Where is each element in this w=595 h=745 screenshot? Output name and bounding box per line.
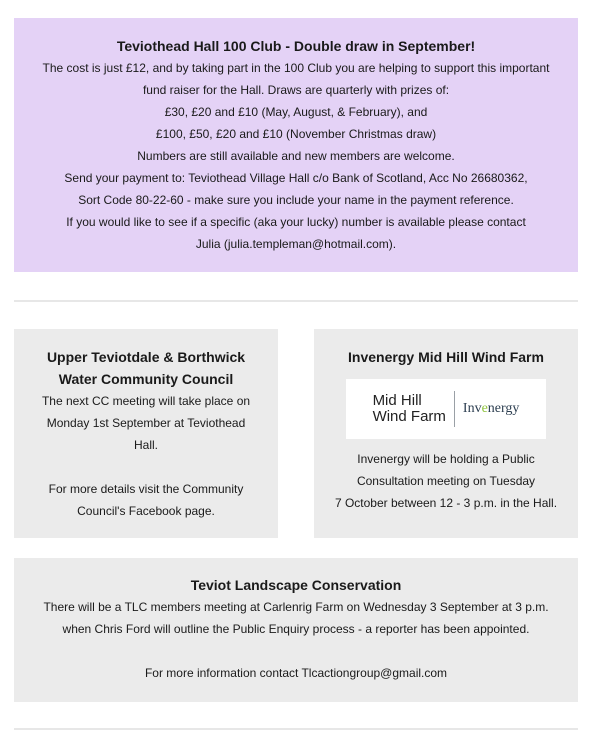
- logo-text: e: [481, 401, 488, 416]
- wind-farm-text-line: Consultation meeting on Tuesday: [356, 474, 536, 488]
- tlc-contact-line: For more information contact Tlcactiongroup@gmail.com: [144, 666, 448, 680]
- wind-farm-title: Invenergy Mid Hill Wind Farm: [348, 349, 544, 365]
- section-divider: [14, 728, 578, 730]
- tlc-text-line: when Chris Ford will outline the Public Enquiry process - a reporter has been appointed.: [62, 622, 530, 636]
- wind-farm-panel: [314, 329, 578, 538]
- club-text-line: Send your payment to: Teviothead Village Hall c/o Bank of Scotland, Acc No 26680362,: [64, 171, 528, 185]
- club-text-line: If you would like to see if a specific (aka your lucky) number is available please contact: [66, 215, 526, 229]
- council-text-line: Hall.: [133, 438, 158, 452]
- council-text-line: Council's Facebook page.: [77, 504, 215, 518]
- council-title-line: Upper Teviotdale & Borthwick: [46, 349, 246, 365]
- club-text-line: Numbers are still available and new members are welcome.: [137, 149, 455, 163]
- section-divider: [14, 300, 578, 302]
- wind-farm-text-line: 7 October between 12 - 3 p.m. in the Hall.: [334, 496, 558, 510]
- landscape-conservation-panel: [14, 558, 578, 702]
- council-text-line: For more details visit the Community: [48, 482, 244, 496]
- logo-text: Mid Hill: [372, 392, 422, 409]
- club-contact-line: Julia (julia.templeman@hotmail.com).: [195, 237, 397, 251]
- club-title: Teviothead Hall 100 Club - Double draw in September!: [116, 38, 476, 54]
- hall-100-club-panel: [14, 18, 578, 272]
- community-council-panel: [14, 329, 278, 538]
- council-text-line: The next CC meeting will take place on: [41, 394, 251, 408]
- tlc-text-line: There will be a TLC members meeting at Carlenrig Farm on Wednesday 3 September at 3 p.m.: [43, 600, 549, 614]
- logo-text: Wind Farm: [372, 408, 446, 425]
- wind-farm-text-line: Invenergy will be holding a Public: [357, 452, 535, 466]
- club-text-line: £30, £20 and £10 (May, August, & February), and: [164, 105, 428, 119]
- council-text-line: Monday 1st September at Teviothead: [46, 416, 246, 430]
- club-text-line: £100, £50, £20 and £10 (November Christmas draw): [155, 127, 437, 141]
- mid-hill-wind-farm-logo: [346, 379, 546, 439]
- logo-wordmark-left: [373, 393, 454, 425]
- club-text-line: The cost is just £12, and by taking part in the 100 Club you are helping to support this important: [42, 61, 550, 75]
- invenergy-wordmark: [455, 401, 520, 417]
- club-text-line: Sort Code 80-22-60 - make sure you include your name in the payment reference.: [78, 193, 514, 207]
- logo-text: nergy: [487, 401, 520, 416]
- tlc-title: Teviot Landscape Conservation: [190, 577, 402, 593]
- spacer: [14, 640, 578, 662]
- council-title-line: Water Community Council: [58, 371, 234, 387]
- logo-text: Inv: [462, 401, 482, 416]
- club-text-line: fund raiser for the Hall. Draws are quarterly with prizes of:: [142, 83, 450, 97]
- spacer: [14, 456, 278, 478]
